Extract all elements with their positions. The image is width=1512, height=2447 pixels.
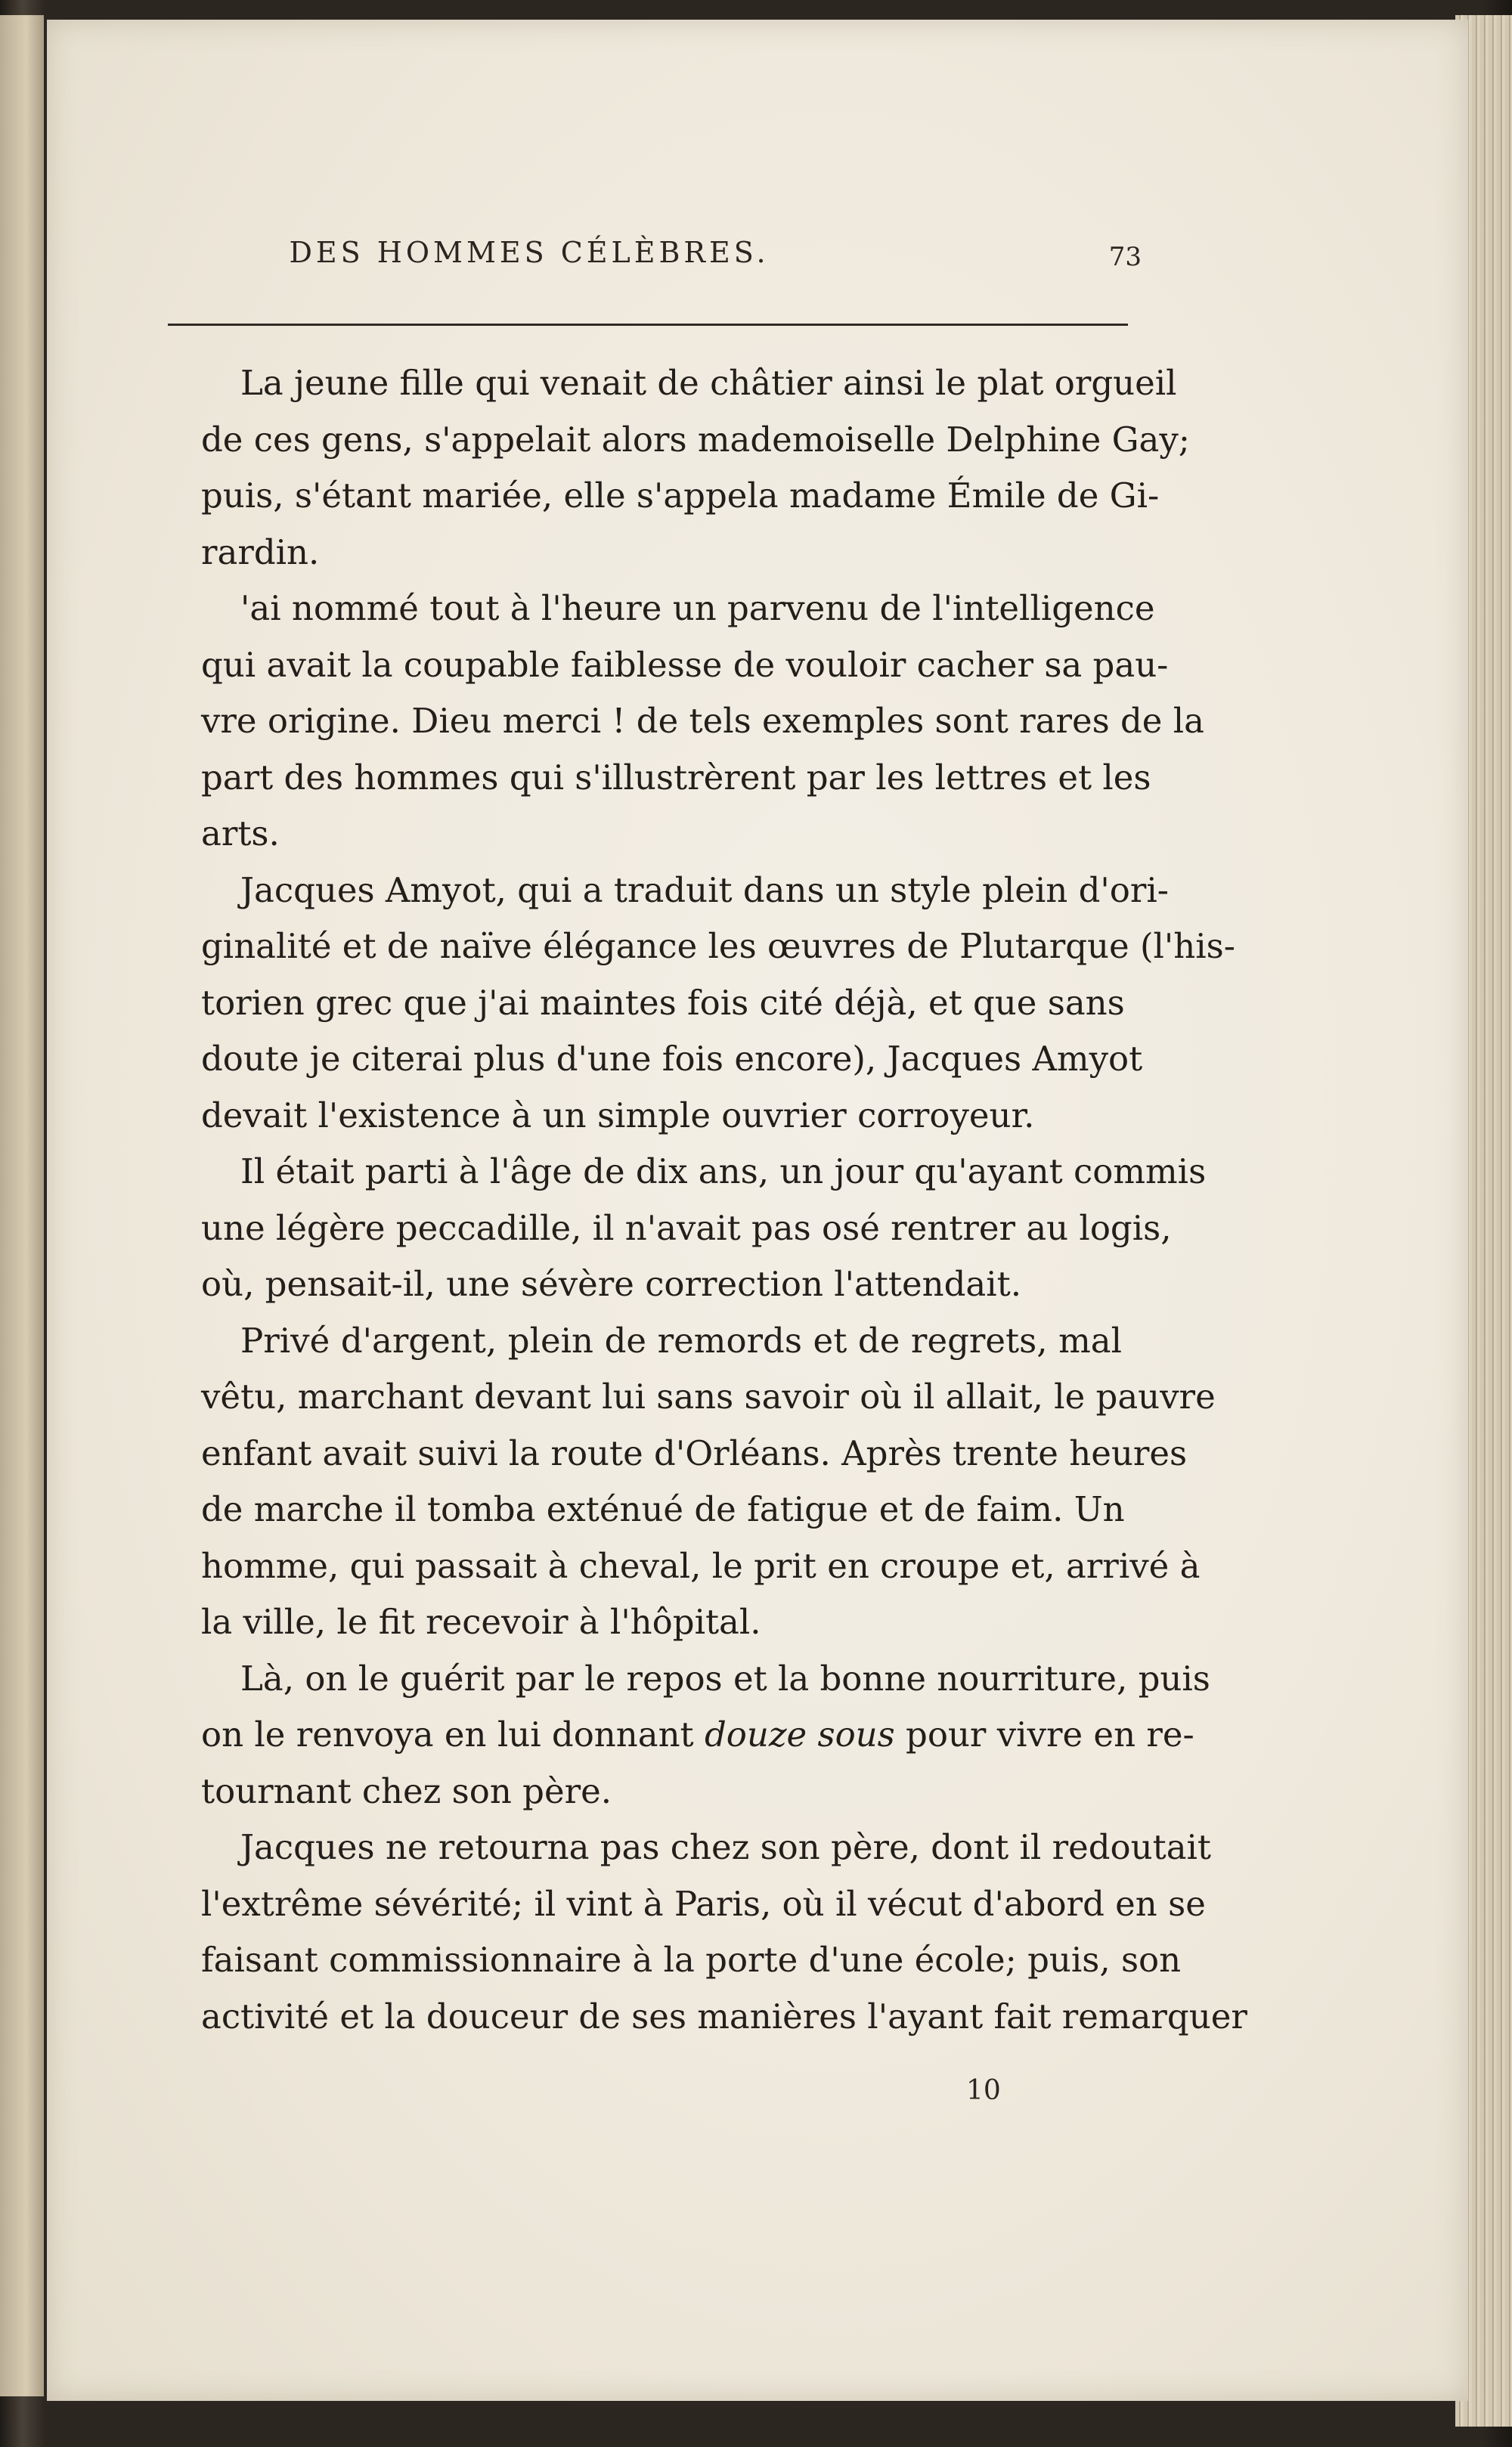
- running-title: DES HOMMES CÉLÈBRES.: [289, 236, 770, 269]
- paragraph-3: [162, 863, 1235, 1145]
- text-line: activité et la douceur de ses manières l'ayant fait remarquer: [201, 1996, 1247, 2037]
- paragraph-5: [162, 1313, 1216, 1651]
- text-line: faisant commissionnaire à la porte d'une école; puis, son: [201, 1940, 1182, 1980]
- paragraph-6: [162, 1651, 1210, 1820]
- text-run: tournant chez son père.: [201, 1770, 612, 1811]
- text-line: doute je citerai plus d'une fois encore), Jacques Amyot: [201, 1039, 1143, 1079]
- text-line: Il était parti à l'âge de dix ans, un jour qu'ayant commis: [240, 1151, 1207, 1191]
- text-run: on le renvoya en lui donnant: [201, 1714, 705, 1755]
- text-line: torien grec que j'ai maintes fois cité déjà, et que sans: [201, 982, 1125, 1023]
- text-line: Jacques ne retourna pas chez son père, dont il redoutait: [240, 1827, 1212, 1867]
- text-line: La jeune fille qui venait de châtier ainsi le plat orgueil: [240, 363, 1177, 403]
- text-line: ginalité et de naïve élégance les œuvres de Plutarque (l'his-: [201, 926, 1235, 966]
- paragraph-7: [162, 1820, 1247, 2045]
- text-line: puis, s'étant mariée, elle s'appela madame Émile de Gi-: [201, 475, 1160, 516]
- text-run: pour vivre en re-: [894, 1714, 1194, 1755]
- italic-run: douze sous: [704, 1714, 895, 1755]
- header-rule: [168, 324, 1128, 326]
- text-line: [162, 1707, 1194, 1764]
- text-run: Là, on le guérit par le repos et la bonne nourriture, puis: [240, 1658, 1210, 1699]
- text-line: homme, qui passait à cheval, le prit en croupe et, arrivé à: [201, 1545, 1201, 1586]
- paragraph-2: [162, 581, 1204, 863]
- body-text: [162, 355, 1247, 2045]
- text-line: vêtu, marchant devant lui sans savoir où il allait, le pauvre: [201, 1377, 1216, 1417]
- text-line: devait l'existence à un simple ouvrier corroyeur.: [201, 1095, 1035, 1135]
- text-line: une légère peccadille, il n'avait pas osé rentrer au logis,: [201, 1207, 1172, 1248]
- text-line: arts.: [201, 813, 280, 853]
- text-line: Jacques Amyot, qui a traduit dans un style plein d'ori-: [240, 869, 1169, 910]
- page-header: [151, 236, 1142, 281]
- paragraph-1: [162, 355, 1190, 581]
- paragraph-4: [162, 1144, 1207, 1313]
- text-line: l'extrême sévérité; il vint à Paris, où il vécut d'abord en se: [201, 1883, 1206, 1924]
- text-line: de marche il tomba exténué de fatigue et de faim. Un: [201, 1489, 1125, 1529]
- text-line: où, pensait-il, une sévère correction l'attendait.: [201, 1264, 1022, 1304]
- text-line: la ville, le fit recevoir à l'hôpital.: [201, 1602, 761, 1642]
- text-line: 'ai nommé tout à l'heure un parvenu de l'intelligence: [240, 588, 1155, 628]
- text-line: enfant avait suivi la route d'Orléans. Après trente heures: [201, 1433, 1188, 1473]
- adjacent-page-edge: [0, 15, 44, 2396]
- text-line: Privé d'argent, plein de remords et de regrets, mal: [240, 1320, 1122, 1361]
- text-line: rardin.: [201, 531, 320, 572]
- signature-mark: 10: [966, 2075, 1001, 2106]
- text-line: de ces gens, s'appelait alors mademoiselle Delphine Gay;: [201, 419, 1190, 460]
- text-line: part des hommes qui s'illustrèrent par les lettres et les: [201, 757, 1151, 798]
- text-line: vre origine. Dieu merci ! de tels exemples sont rares de la: [201, 701, 1204, 741]
- text-line: qui avait la coupable faiblesse de vouloir cacher sa pau-: [201, 644, 1169, 685]
- text-line: [162, 1651, 1210, 1708]
- text-line: [162, 1764, 1122, 1820]
- page-number: 73: [1108, 242, 1142, 272]
